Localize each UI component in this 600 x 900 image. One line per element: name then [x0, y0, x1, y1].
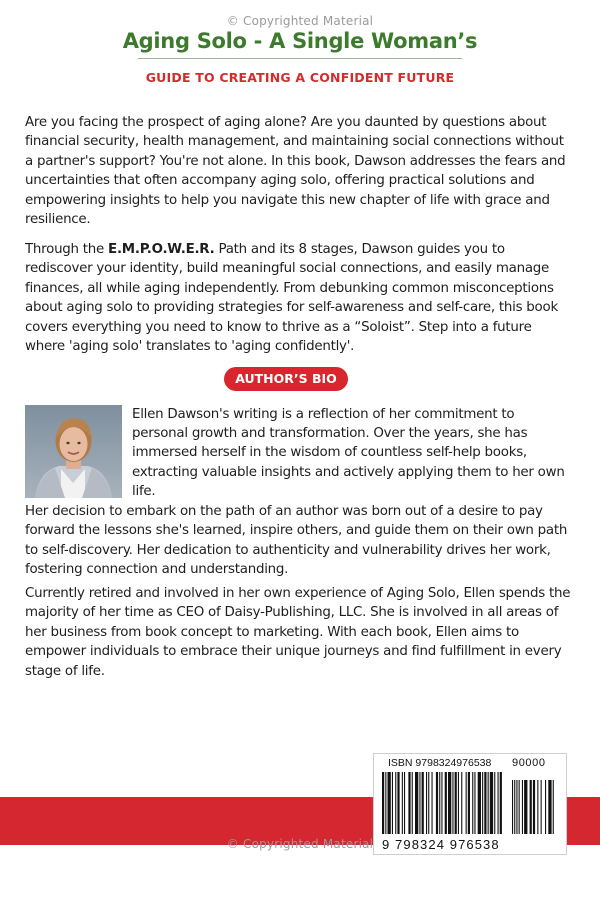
- author-photo: [25, 405, 122, 498]
- copyright-watermark-top: © Copyrighted Material: [226, 14, 374, 28]
- barcode-bar: [439, 772, 440, 834]
- title-underline: [138, 58, 462, 59]
- bio-paragraph-2: Her decision to embark on the path of an author was born out of a desire to pay forward the lessons she's learned, inspire others, and guide them on their own path to self-discovery. Her dedication to authenticity and vulnerability drives her work, fostering connection and understanding.: [25, 504, 568, 578]
- barcode-supplement-bar: [524, 780, 527, 834]
- barcode-bar: [422, 772, 424, 834]
- copyright-watermark-bottom: © Copyrighted Material: [226, 837, 374, 851]
- barcode-bar: [494, 772, 495, 834]
- barcode-bar: [428, 772, 429, 834]
- book-title: Aging Solo - A Single Woman’s: [122, 29, 478, 53]
- empower-path-name: E.M.P.O.W.E.R.: [108, 242, 215, 257]
- barcode-bar: [466, 772, 467, 834]
- barcode-bar: [461, 772, 462, 834]
- barcode-bar: [445, 772, 447, 834]
- intro-paragraph-1: Are you facing the prospect of aging alone? Are you daunted by questions about financial security, health management, and maintaining social connections without a partner's support? You're not alone. In this book, Dawson addresses the fears and uncertainties that often accompany aging solo, offering practical solutions and empowering insights to help you navigate this new chapter of life with grace and resilience.: [25, 115, 566, 228]
- barcode-bar: [474, 772, 475, 834]
- barcode-supplement-bar: [519, 780, 520, 834]
- barcode-bar: [468, 772, 470, 834]
- barcode-bar: [482, 772, 483, 834]
- barcode-bar: [472, 772, 473, 834]
- barcode-bar: [436, 772, 438, 834]
- barcode-bar: [500, 772, 502, 834]
- barcode-bar: [412, 772, 413, 834]
- isbn-label: ISBN 9798324976538: [388, 757, 492, 769]
- barcode-bar: [452, 772, 453, 834]
- barcode-supplement-bar: [533, 780, 535, 834]
- barcode-bar: [395, 772, 396, 834]
- barcode-supplement-bar: [514, 780, 515, 834]
- barcode-bar: [490, 772, 493, 834]
- intro-paragraph-2: [25, 240, 573, 356]
- barcode-bar: [415, 772, 418, 834]
- barcode-supplement-bar: [541, 780, 542, 834]
- barcode-supplement-bar: [537, 780, 538, 834]
- barcode-bar: [426, 772, 427, 834]
- barcode-bar: [484, 772, 486, 834]
- intro-paragraph-2-start: Through the: [25, 242, 109, 257]
- barcode-bar: [392, 772, 393, 834]
- book-subtitle: GUIDE TO CREATING A CONFIDENT FUTURE: [145, 70, 455, 85]
- barcode-digits: 9 798324 976538: [382, 837, 500, 852]
- barcode-supplement-bar: [553, 780, 554, 834]
- barcode-supplement-bar: [530, 780, 532, 834]
- barcode-supplement-bar: [522, 780, 523, 834]
- authors-bio-badge: AUTHOR’S BIO: [224, 367, 348, 391]
- barcode-bar: [478, 772, 481, 834]
- barcode-bar: [419, 772, 420, 834]
- barcode-supplement-bar: [545, 780, 546, 834]
- barcode-bar: [397, 772, 399, 834]
- barcode-bar: [432, 772, 433, 834]
- barcode-bar: [408, 772, 410, 834]
- barcode-bar: [458, 772, 459, 834]
- barcode-bar: [385, 772, 386, 834]
- barcode-bar: [498, 772, 499, 834]
- barcode-bar: [455, 772, 457, 834]
- barcode-supplement-bar: [548, 780, 551, 834]
- barcode-bar: [388, 772, 391, 834]
- barcode-bar: [382, 772, 384, 834]
- barcode-bar: [448, 772, 451, 834]
- barcode-bar: [488, 772, 489, 834]
- barcode-bar: [402, 772, 403, 834]
- barcode-bar: [441, 772, 442, 834]
- barcode-bars: [382, 772, 558, 836]
- barcode-supplement-digits: 90000: [512, 757, 546, 769]
- bio-paragraph-1: Ellen Dawson's writing is a reflection of her commitment to personal growth and transformation. Over the years, she has immersed herself in the wisdom of countless self-help books, extracting valuable insights and actively applying them to her own life.: [132, 407, 565, 499]
- barcode-supplement-bar: [516, 780, 517, 834]
- barcode-supplement-bar: [512, 780, 513, 834]
- bio-paragraph-3: Currently retired and involved in her own experience of Aging Solo, Ellen spends the majority of her time as CEO of Daisy-Publishing, LLC. She is involved in all areas of her business from book concept to marketing. With each book, Ellen aims to empower individuals to embrace their unique journeys and find fulfillment in every stage of life.: [25, 586, 571, 679]
- barcode-bar: [404, 772, 405, 834]
- intro-paragraph-2-rest: Path and its 8 stages, Dawson guides you to rediscover your identity, build meaningful social connections, and easily manage finances, all while aging independently. From debunking common misconceptions about aging solo to providing strategies for self-awareness and self-care, this book covers everything you need to know to thrive as a “Soloist”. Step into a future where 'aging solo' translates to 'aging confidently'.: [25, 242, 558, 355]
